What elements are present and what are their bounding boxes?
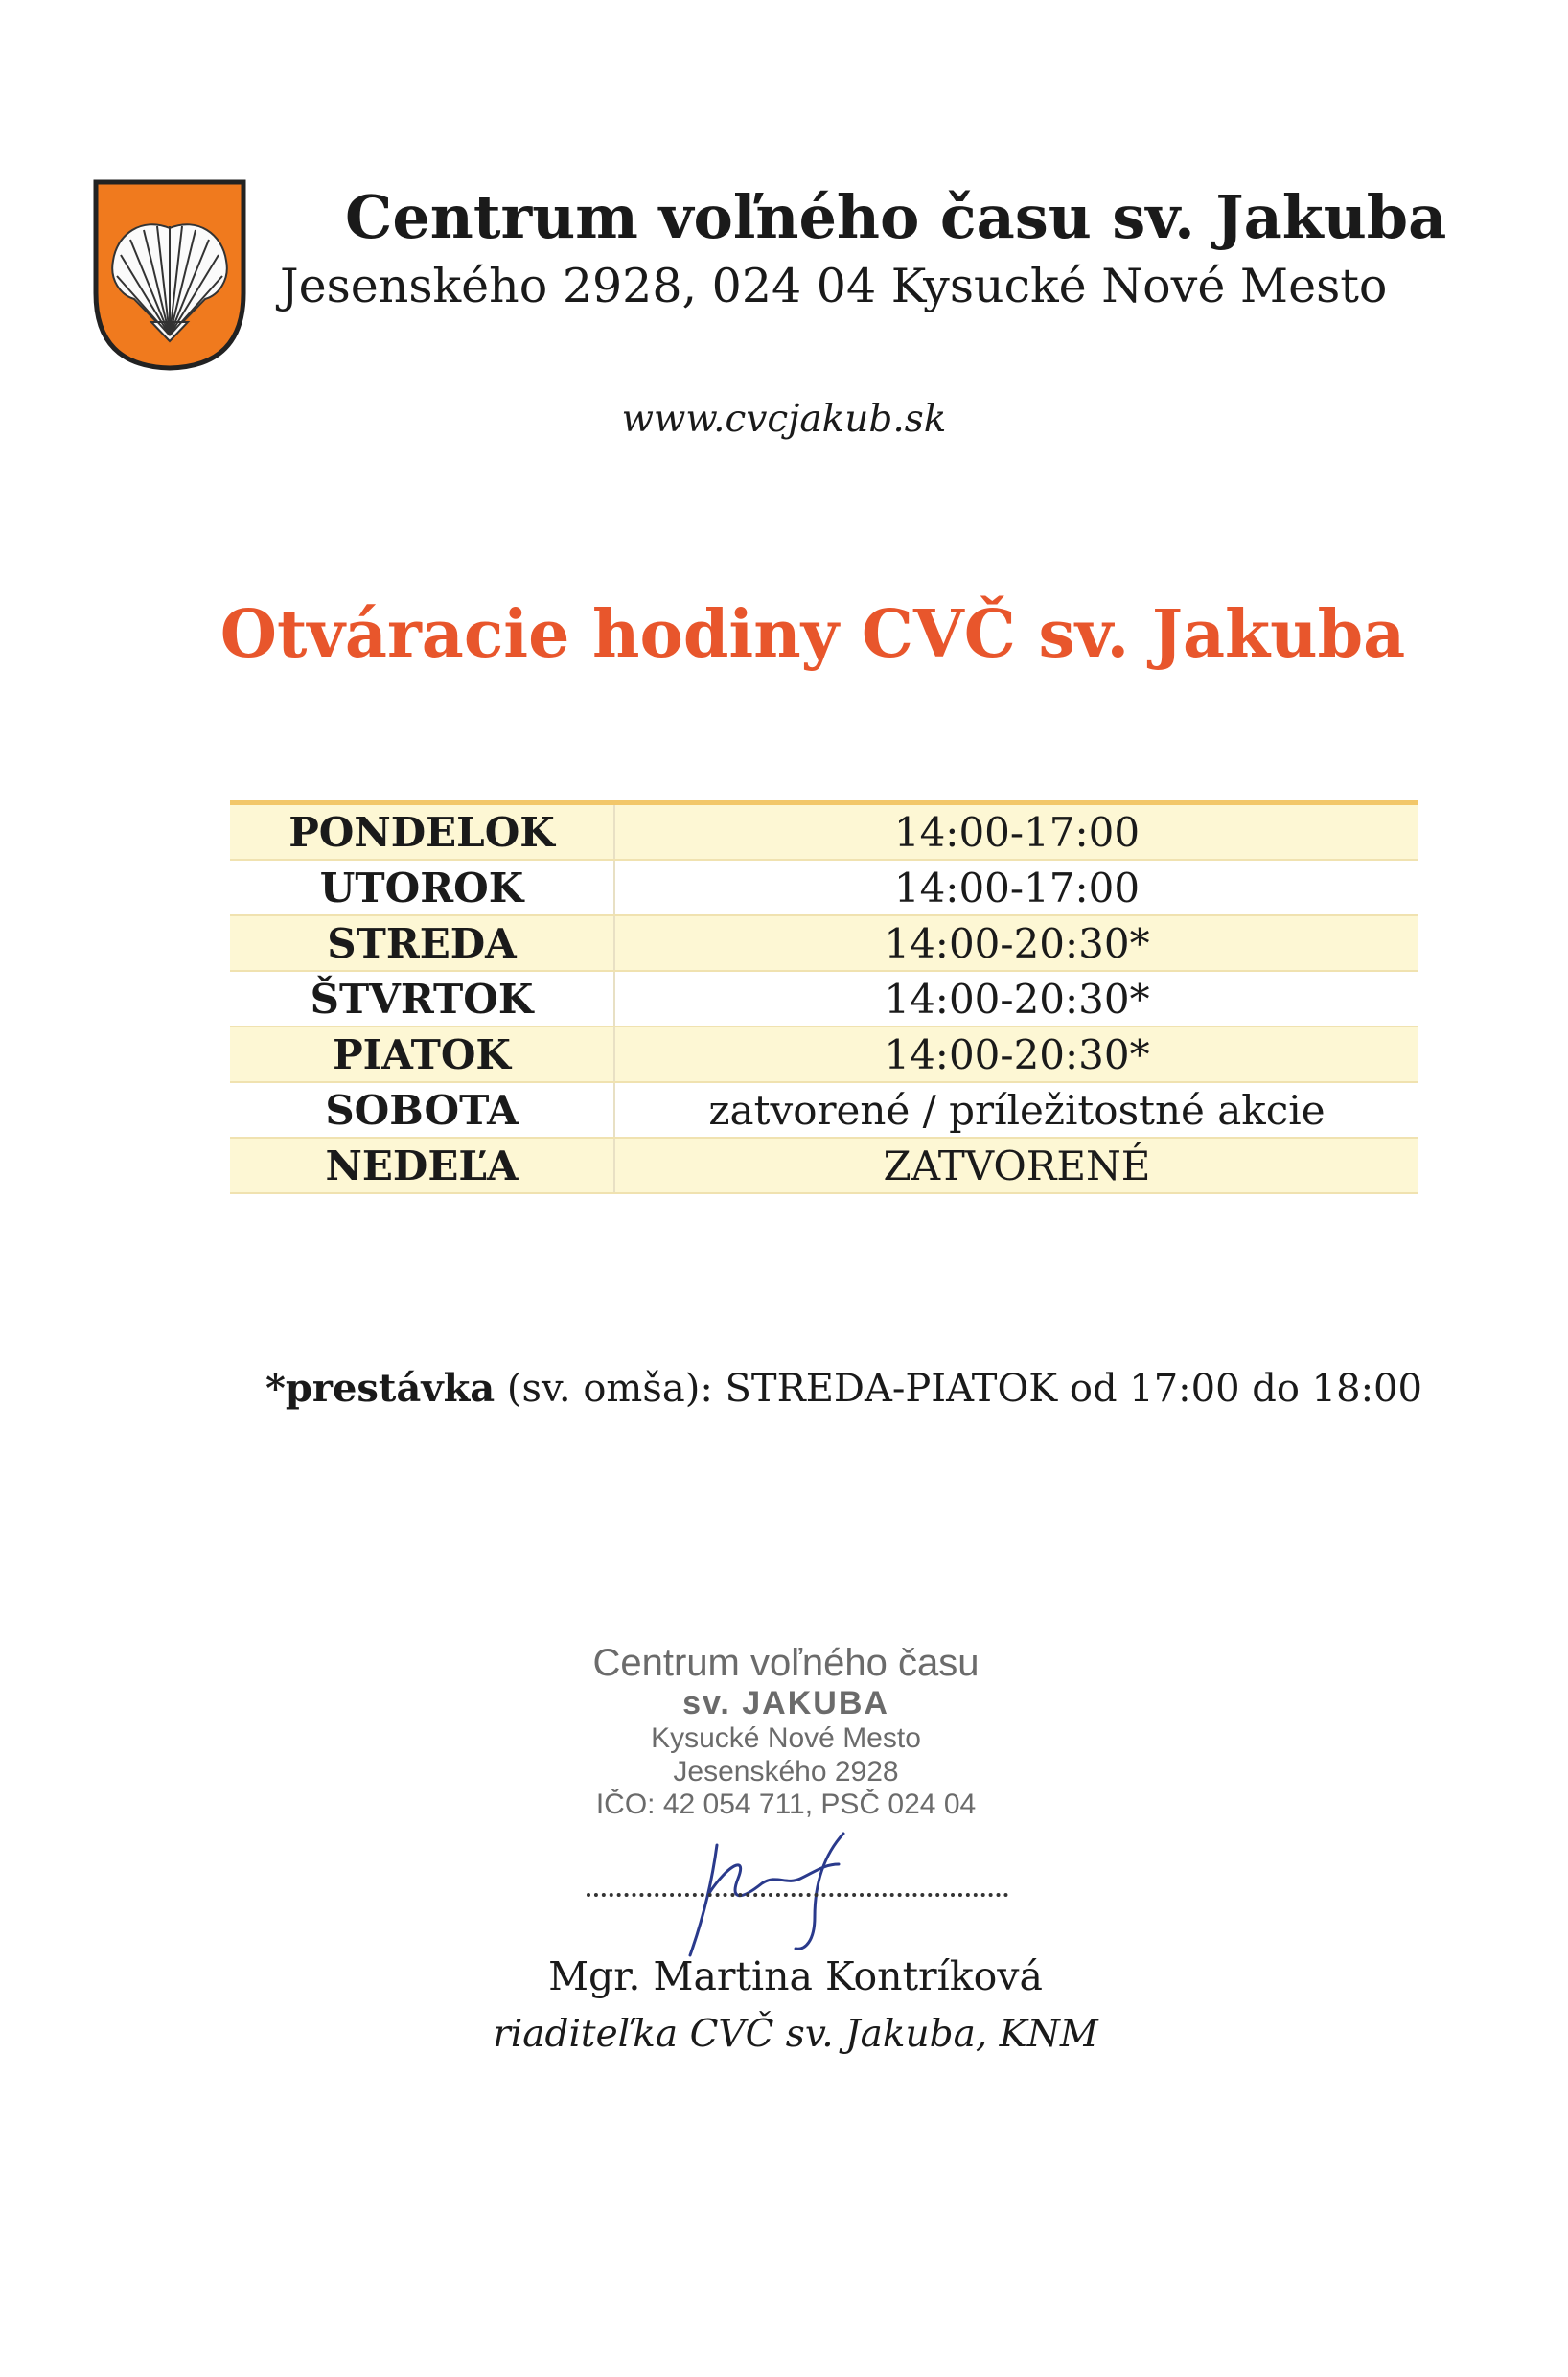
stamp-line: Jesenského 2928 <box>673 1755 899 1788</box>
day-cell: SOBOTA <box>230 1082 614 1138</box>
table-row <box>230 1027 1418 1082</box>
time-cell: ZATVORENÉ <box>614 1138 1418 1193</box>
table-row <box>230 1082 1418 1138</box>
time-cell: 14:00-20:30* <box>614 915 1418 971</box>
signature-line <box>587 1893 1008 1897</box>
day-cell: PIATOK <box>230 1027 614 1082</box>
stamp-line: Centrum voľného času <box>592 1642 980 1684</box>
table-row <box>230 1138 1418 1193</box>
break-note-label: *prestávka <box>265 1366 496 1411</box>
signer-title: riaditeľka CVČ sv. Jakuba, KNM <box>493 2013 1098 2056</box>
scallop-shell-crest-icon <box>92 178 247 372</box>
org-address: Jesenského 2928, 024 04 Kysucké Nové Mesto <box>280 259 1388 313</box>
table-row <box>230 915 1418 971</box>
stamp-line: IČO: 42 054 711, PSČ 024 04 <box>595 1789 977 1821</box>
opening-hours-table <box>230 800 1418 1194</box>
day-cell: UTOROK <box>230 860 614 915</box>
org-name: Centrum voľného času sv. Jakuba <box>345 182 1447 252</box>
break-note-detail: (sv. omša): STREDA-PIATOK od 17:00 do 18:00 <box>506 1367 1422 1411</box>
day-cell: ŠTVRTOK <box>230 971 614 1027</box>
day-cell: NEDEĽA <box>230 1138 614 1193</box>
time-cell: 14:00-17:00 <box>614 803 1418 861</box>
official-stamp <box>537 1641 1035 1822</box>
table-row <box>230 971 1418 1027</box>
day-cell: PONDELOK <box>230 803 614 861</box>
table-row <box>230 860 1418 915</box>
break-note <box>265 1366 1422 1411</box>
time-cell: 14:00-17:00 <box>614 860 1418 915</box>
day-cell: STREDA <box>230 915 614 971</box>
time-cell: 14:00-20:30* <box>614 971 1418 1027</box>
stamp-line: Kysucké Nové Mesto <box>651 1722 921 1755</box>
page-title: Otváracie hodiny CVČ sv. Jakuba <box>219 596 1406 673</box>
time-cell: zatvorené / príležitostné akcie <box>614 1082 1418 1138</box>
time-cell: 14:00-20:30* <box>614 1027 1418 1082</box>
stamp-line: sv. JAKUBA <box>682 1685 889 1721</box>
website-link[interactable]: www.cvcjakub.sk <box>621 398 947 441</box>
table-row <box>230 803 1418 861</box>
signer-name: Mgr. Martina Kontríková <box>548 1953 1043 1999</box>
